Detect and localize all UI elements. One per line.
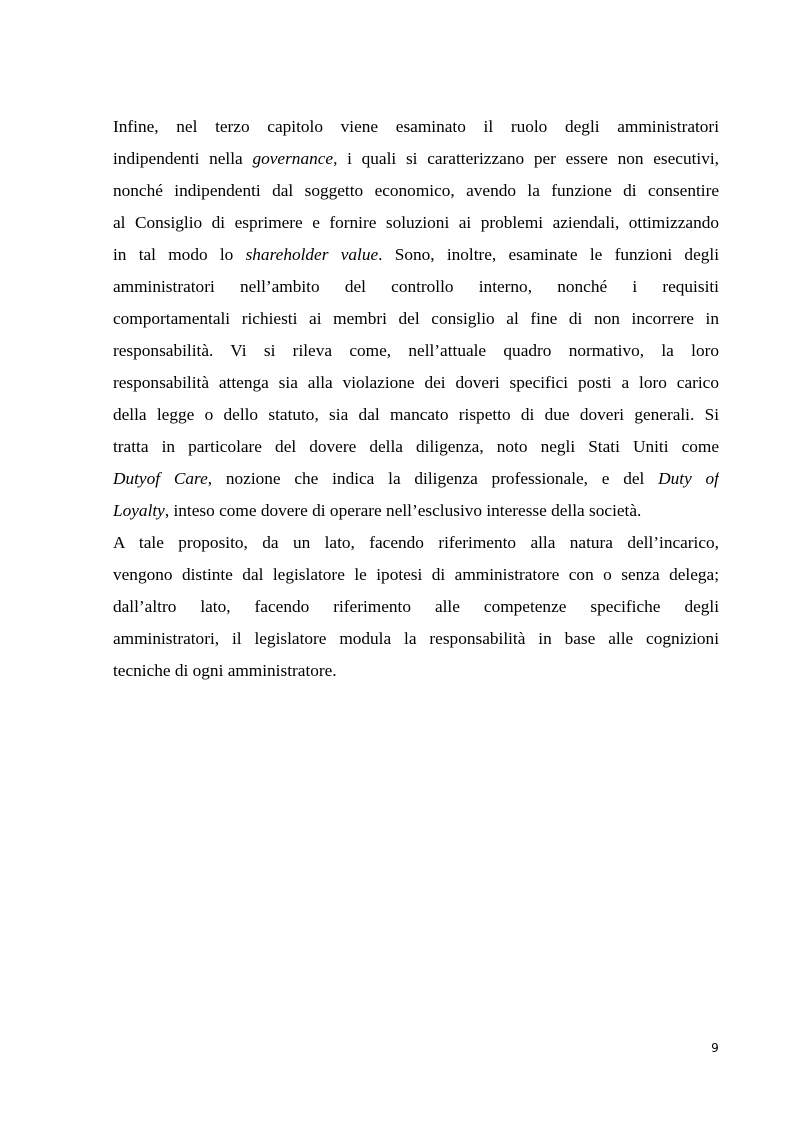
text-segment: al Consiglio di esprimere e fornire soluzioni ai problemi aziendali, ottimizzando	[113, 213, 719, 232]
text-segment: , i quali si caratterizzano per essere non esecutivi,	[333, 149, 719, 168]
paragraph	[113, 527, 719, 687]
text-line	[113, 431, 719, 463]
text-segment: tratta in particolare del dovere della diligenza, noto negli Stati Uniti come	[113, 437, 719, 456]
text-line	[113, 655, 719, 687]
text-segment: . Sono, inoltre, esaminate le funzioni degli	[378, 245, 719, 264]
page-number: 9	[711, 1041, 719, 1055]
italic-text: Loyalty	[113, 501, 165, 520]
text-line	[113, 623, 719, 655]
text-segment: comportamentali richiesti ai membri del consiglio al fine di non incorrere in	[113, 309, 719, 328]
text-line	[113, 495, 719, 527]
text-segment: della legge o dello statuto, sia dal mancato rispetto di due doveri generali. Si	[113, 405, 719, 424]
text-segment: responsabilità. Vi si rileva come, nell’attuale quadro normativo, la loro	[113, 341, 719, 360]
text-segment: amministratori, il legislatore modula la responsabilità in base alle cognizioni	[113, 629, 719, 648]
text-line	[113, 175, 719, 207]
text-line	[113, 527, 719, 559]
page-content	[113, 111, 719, 687]
text-line	[113, 335, 719, 367]
italic-text: Duty of	[658, 469, 719, 488]
text-segment: responsabilità attenga sia alla violazione dei doveri specifici posti a loro carico	[113, 373, 719, 392]
text-segment: , inteso come dovere di operare nell’esclusivo interesse della società.	[164, 501, 642, 520]
text-line	[113, 463, 719, 495]
text-line	[113, 143, 719, 175]
text-segment: A tale proposito, da un lato, facendo riferimento alla natura dell’incarico,	[113, 533, 719, 552]
text-line	[113, 239, 719, 271]
text-segment: vengono distinte dal legislatore le ipotesi di amministratore con o senza delega;	[113, 565, 719, 584]
text-segment: dall’altro lato, facendo riferimento alle competenze specifiche degli	[113, 597, 719, 616]
text-segment: , nozione che indica la diligenza professionale, e del	[207, 469, 659, 488]
text-line	[113, 303, 719, 335]
italic-text: Dutyof Care	[113, 469, 208, 488]
text-segment: in tal modo lo	[113, 245, 246, 264]
text-line	[113, 591, 719, 623]
text-segment: Infine, nel terzo capitolo viene esaminato il ruolo degli amministratori	[113, 117, 719, 136]
text-line	[113, 559, 719, 591]
text-line	[113, 367, 719, 399]
text-segment: nonché indipendenti dal soggetto economico, avendo la funzione di consentire	[113, 181, 719, 200]
text-segment: indipendenti nella	[113, 149, 253, 168]
text-line	[113, 111, 719, 143]
paragraph	[113, 111, 719, 527]
text-line	[113, 207, 719, 239]
italic-text: shareholder value	[245, 245, 379, 264]
text-segment: tecniche di ogni amministratore.	[113, 661, 337, 680]
italic-text: governance	[252, 149, 334, 168]
text-line	[113, 399, 719, 431]
text-line	[113, 271, 719, 303]
text-segment: amministratori nell’ambito del controllo interno, nonché i requisiti	[113, 277, 719, 296]
